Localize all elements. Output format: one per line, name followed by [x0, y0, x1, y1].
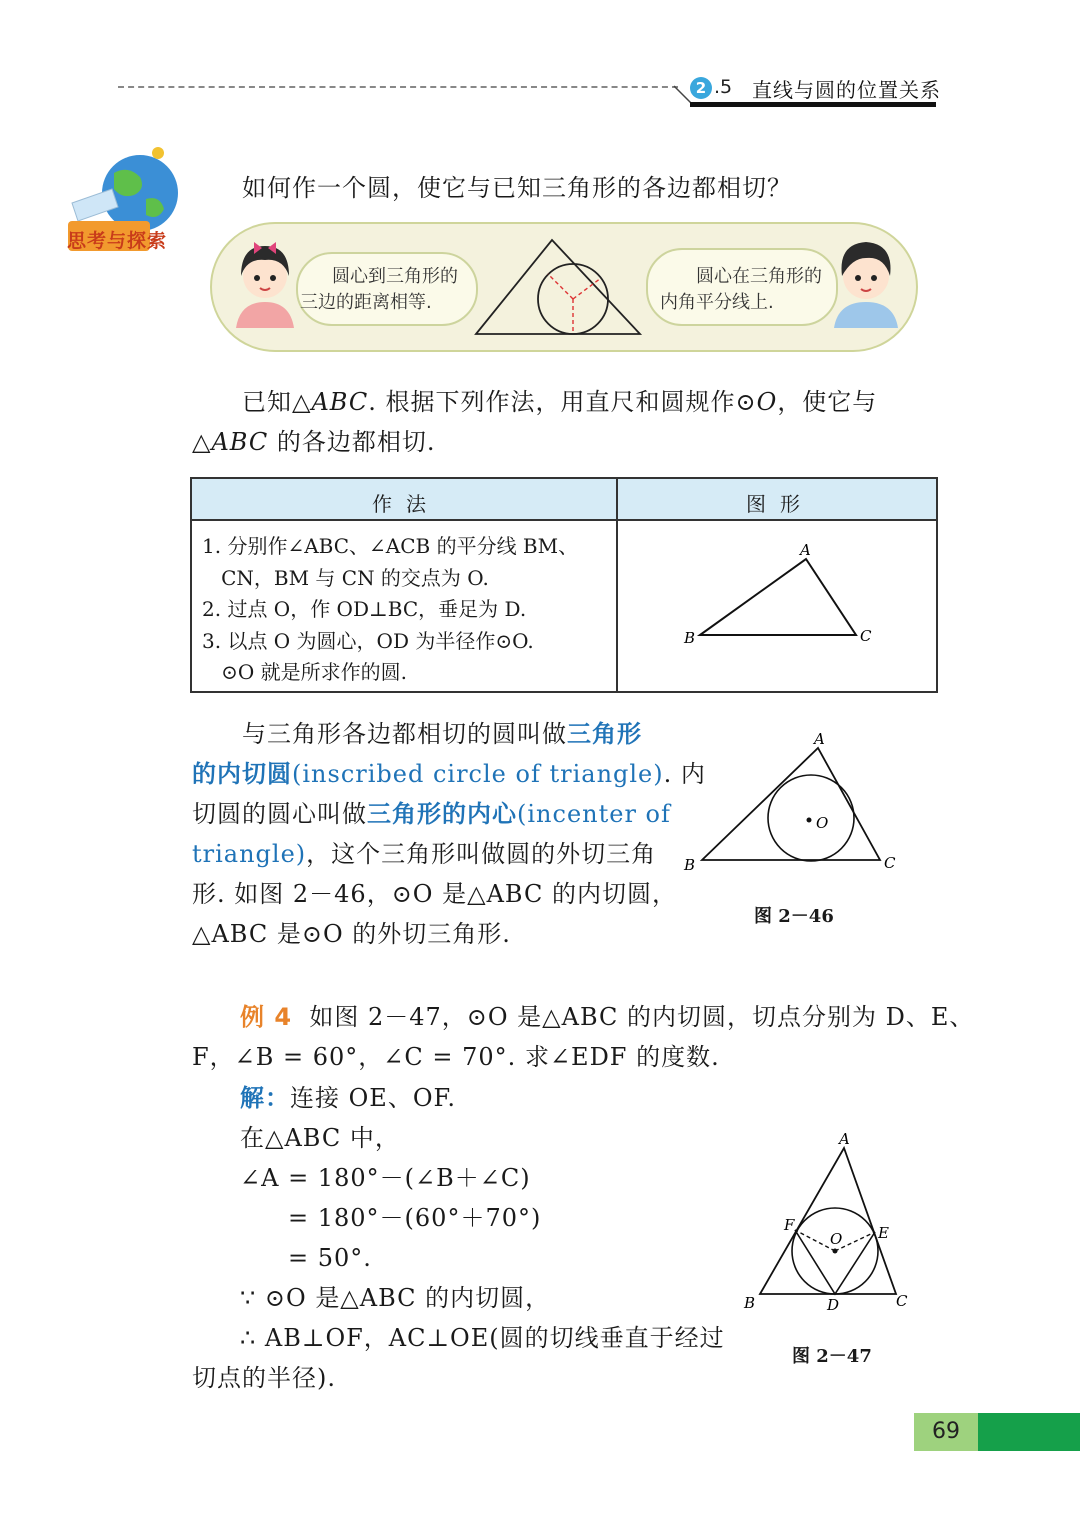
step-line: CN，BM 与 CN 的交点为 O. — [202, 565, 489, 590]
girl-speech-line-1: 圆心到三角形的 — [332, 266, 458, 287]
construction-steps — [202, 531, 578, 689]
page-number-bar — [978, 1413, 1080, 1451]
solution-label: 解： — [240, 1084, 290, 1112]
table-divider — [616, 479, 618, 691]
vertex-label-A: A — [814, 732, 825, 748]
definition-line-4: triangle)，这个三角形叫做圆的外切三角 — [192, 840, 657, 868]
example-line-1: 例 4 如图 2－47，⊙O 是△ABC 的内切圆，切点分别为 D、E、 — [240, 1003, 975, 1031]
header-underline — [690, 102, 936, 107]
table-header-figure: 图形 — [746, 492, 814, 516]
definition-line-2: 的内切圆(inscribed circle of triangle). 内 — [192, 759, 706, 788]
figure-2-47-caption: 图 2－47 — [792, 1346, 872, 1367]
solution-line-4: = 180°－(60°＋70°) — [288, 1204, 542, 1232]
section-title: 直线与圆的位置关系 — [752, 78, 941, 102]
page-number: 69 — [914, 1413, 978, 1451]
vertex-label-B: B — [684, 856, 696, 874]
chapter-badge: 2 — [690, 77, 712, 99]
section-number: .5 — [714, 76, 733, 98]
solution-line-2: 在△ABC 中， — [240, 1124, 400, 1152]
table-triangle-figure — [672, 541, 882, 661]
solution-line-8: 切点的半径). — [192, 1364, 336, 1392]
intro-line-1: 已知△ABC. 根据下列作法，用直尺和圆规作⊙O，使它与 — [242, 388, 878, 416]
vertex-label-B: B — [684, 629, 696, 647]
vertex-label-B: B — [744, 1294, 756, 1312]
boy-avatar-icon — [826, 232, 906, 330]
header-dashed-rule — [118, 86, 678, 88]
vertex-label-C: C — [896, 1292, 908, 1310]
example-line-2: F，∠B = 60°，∠C = 70°. 求∠EDF 的度数. — [192, 1043, 720, 1071]
construction-table — [190, 477, 938, 693]
step-line: 3. 以点 O 为圆心，OD 为半径作⊙O. — [202, 628, 534, 653]
vertex-label-A: A — [800, 541, 811, 559]
definition-line-6: △ABC 是⊙O 的外切三角形. — [192, 920, 511, 948]
solution-line-1: 解：连接 OE、OF. — [240, 1084, 457, 1112]
center-label-O: O — [816, 814, 829, 832]
figure-2-46-caption: 图 2－46 — [754, 906, 834, 927]
example-label: 例 4 — [240, 1003, 293, 1031]
center-label-O: O — [830, 1230, 843, 1248]
point-label-F: F — [784, 1216, 795, 1234]
figure-2-46 — [676, 732, 902, 878]
explore-incircle-figure — [472, 236, 644, 340]
solution-line-6: ∵ ⊙O 是△ABC 的内切圆， — [240, 1284, 551, 1312]
point-label-E: E — [878, 1224, 889, 1242]
table-header — [192, 479, 936, 521]
definition-line-3: 切圆的圆心叫做三角形的内心(incenter of — [192, 799, 671, 828]
solution-line-5: = 50°. — [288, 1244, 372, 1272]
figure-2-47 — [738, 1126, 918, 1318]
explore-question: 如何作一个圆，使它与已知三角形的各边都相切？ — [242, 174, 792, 202]
vertex-label-C: C — [884, 854, 896, 872]
step-line: 1. 分别作∠ABC、∠ACB 的平分线 BM、 — [202, 534, 579, 558]
point-label-D: D — [827, 1296, 840, 1314]
solution-line-7: ∴ AB⊥OF，AC⊥OE(圆的切线垂直于经过 — [240, 1324, 725, 1352]
table-header-method: 作法 — [372, 492, 440, 516]
vertex-label-C: C — [860, 627, 872, 645]
boy-speech-line-1: 圆心在三角形的 — [696, 266, 822, 287]
boy-speech-line-2: 内角平分线上. — [660, 292, 774, 313]
definition-line-1: 与三角形各边都相切的圆叫做三角形 — [242, 719, 642, 748]
vertex-label-A: A — [839, 1130, 850, 1148]
step-line: 2. 过点 O，作 OD⊥BC，垂足为 D. — [202, 597, 527, 621]
intro-line-2: △ABC 的各边都相切. — [192, 428, 436, 456]
definition-line-5: 形. 如图 2－46，⊙O 是△ABC 的内切圆， — [192, 880, 677, 908]
solution-line-3: ∠A = 180°－(∠B＋∠C) — [240, 1164, 531, 1192]
step-line: ⊙O 就是所求作的圆. — [202, 660, 407, 684]
girl-speech-line-2: 三边的距离相等. — [300, 292, 432, 313]
girl-avatar-icon — [226, 232, 304, 330]
think-explore-label: 思考与探索 — [67, 230, 168, 252]
